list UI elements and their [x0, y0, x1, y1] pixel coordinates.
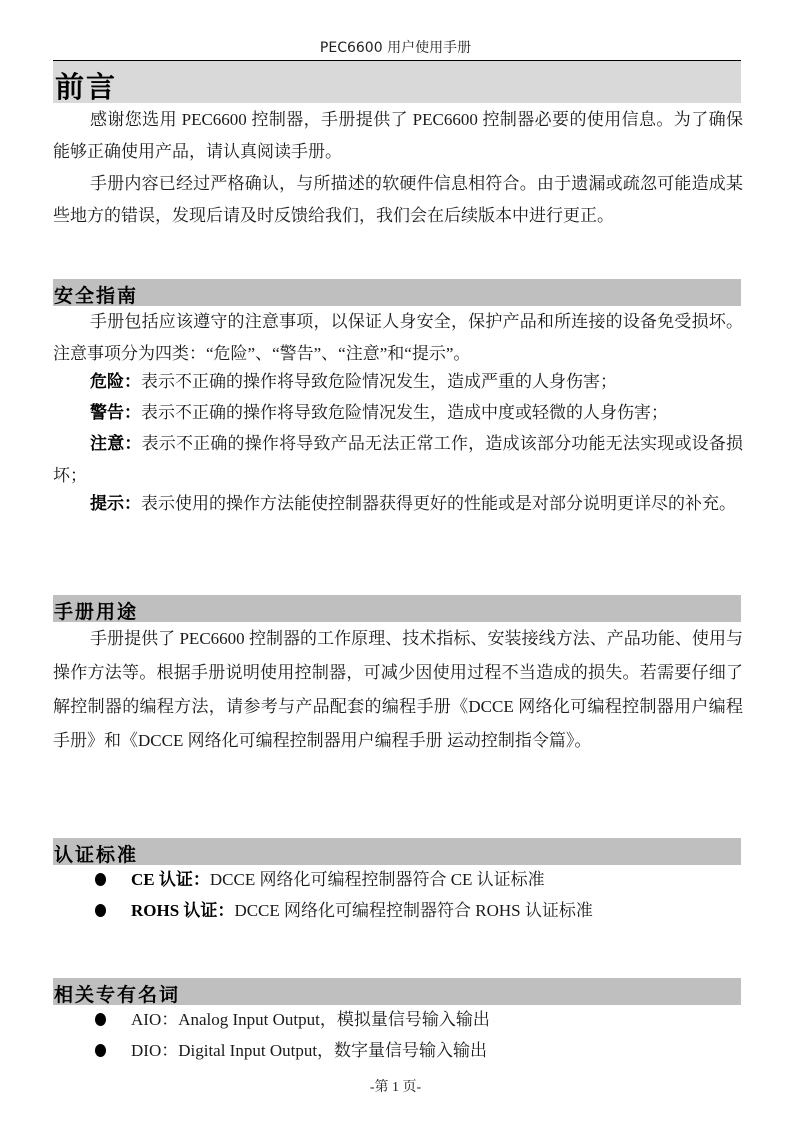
safety-label-danger: 危险： [90, 372, 141, 391]
safety-label-caution: 注意： [90, 434, 142, 453]
certification-heading: 认证标准 [54, 844, 139, 866]
bullet-icon [95, 904, 106, 917]
term-item-dio: DIO：Digital Input Output，数字量信号输入输出 [95, 1039, 487, 1063]
section-heading-terms [53, 978, 741, 1005]
terms-heading: 相关专有名词 [54, 984, 181, 1006]
bullet-icon [95, 1013, 106, 1026]
preface-paragraph-2: 手册内容已经过严格确认，与所描述的软硬件信息相符合。由于遗漏或疏忽可能造成某些地方的错误，发现后请及时反馈给我们，我们会在后续版本中进行更正。 [53, 174, 743, 225]
safety-item-caution: 注意：表示不正确的操作将导致产品无法正常工作，造成该部分功能无法实现或设备损坏； [53, 434, 744, 485]
certification-item-ce: CE 认证：DCCE 网络化可编程控制器符合 CE 认证标准 [95, 868, 545, 892]
usage-paragraph: 手册提供了 PEC6600 控制器的工作原理、技术指标、安装接线方法、产品功能、使用与操作方法等。根据手册说明使用控制器，可减少因使用过程不当造成的损失。若需要仔细了解控制器的编程方法，请参考与产品配套的编程手册《DCCE 网络化可编程控制器用户编程手册》和《DCCE 网络化可编程控制器用户编程手册 运动控制指令篇》。 [53, 629, 743, 750]
safety-label-tip: 提示： [90, 494, 141, 513]
page-number: -第 1 页- [369, 1080, 422, 1095]
section-heading-certification [53, 838, 741, 865]
section-heading-usage [53, 595, 741, 622]
safety-label-warning: 警告： [90, 403, 141, 422]
bullet-icon [95, 1044, 106, 1057]
term-item-aio: AIO：Analog Input Output，模拟量信号输入输出 [95, 1008, 490, 1032]
section-heading-preface [53, 61, 741, 103]
section-heading-safety [53, 279, 741, 306]
safety-item-warning: 警告：表示不正确的操作将导致危险情况发生，造成中度或轻微的人身伤害； [90, 403, 668, 422]
usage-heading: 手册用途 [54, 601, 139, 623]
bullet-icon [95, 873, 106, 886]
safety-item-tip: 提示：表示使用的操作方法能使控制器获得更好的性能或是对部分说明更详尽的补充。 [90, 494, 736, 513]
safety-heading: 安全指南 [54, 285, 139, 307]
preface-paragraph-1: 感谢您选用 PEC6600 控制器，手册提供了 PEC6600 控制器必要的使用信息。为了确保能够正确使用产品，请认真阅读手册。 [53, 110, 743, 161]
preface-heading: 前言 [55, 70, 118, 104]
certification-item-rohs: ROHS 认证：DCCE 网络化可编程控制器符合 ROHS 认证标准 [95, 899, 593, 923]
safety-intro: 手册包括应该遵守的注意事项，以保证人身安全，保护产品和所连接的设备免受损坏。注意事项分为四类：“危险”、“警告”、“注意”和“提示”。 [53, 312, 743, 363]
running-header: PEC6600 用户使用手册 [319, 40, 472, 56]
safety-item-danger: 危险：表示不正确的操作将导致危险情况发生，造成严重的人身伤害； [90, 372, 617, 391]
